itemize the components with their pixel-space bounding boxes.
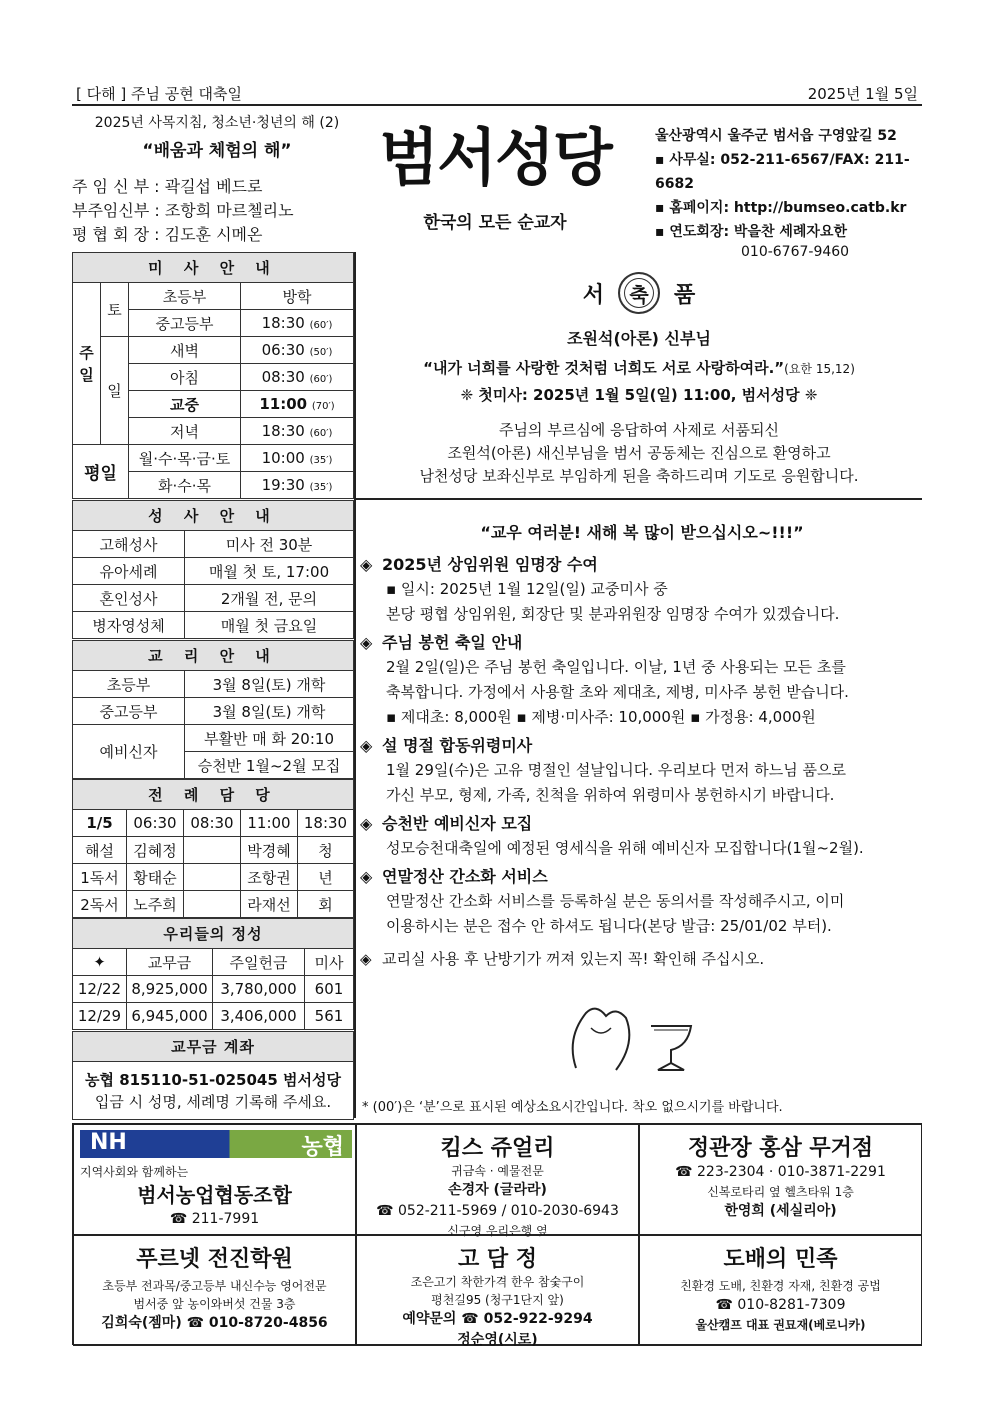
issue-date: 2025년 1월 5일 xyxy=(807,85,918,103)
mass-name: 화·수·목 xyxy=(129,472,241,499)
liturgy-role: 1독서 xyxy=(73,864,127,891)
mass-time: 18:30 (60′) xyxy=(241,418,354,445)
sparkle-icon: ✦ xyxy=(73,949,127,976)
liturgy-head: 06:30 xyxy=(127,810,184,837)
news-section xyxy=(360,508,924,971)
mass-name: 저녁 xyxy=(129,418,241,445)
liturgical-day: [ 다해 ] 주님 공현 대축일 xyxy=(76,85,242,103)
address: 울산광역시 울주군 범서읍 구영앞길 52 xyxy=(655,128,897,144)
liturgy-cell: 김혜정 xyxy=(127,837,184,864)
mass-time: 08:30 (60′) xyxy=(241,364,354,391)
news-item: ◈ 승천반 예비신자 모집 성모승천대축일에 예정된 영세식을 위해 예비신자 모집합니다(1월~2월). xyxy=(360,814,864,857)
liturgy-cell xyxy=(184,837,241,864)
scripture-quote: “내가 너희를 사랑한 것처럼 너희도 서로 사랑하여라.”(요한 15,12) xyxy=(423,359,855,377)
weekday-label: 평일 xyxy=(73,445,129,499)
offering-date: 12/22 xyxy=(73,976,127,1003)
ordination-body: 주님의 부르심에 응답하여 사제로 서품되신 조원석(아론) 새신부님을 범서 공동체는 진심으로 환영하고 남천성당 보좌신부로 부임하게 된을 축하드리며 기도로 응원합니다. xyxy=(419,421,859,485)
diamond-icon: ◈ xyxy=(360,950,372,968)
staff-list xyxy=(72,175,362,247)
ordination-section xyxy=(356,252,922,500)
chair-phone: 010-6767-9460 xyxy=(741,244,850,260)
news-item: ◈ 주님 봉헌 축일 안내 2월 2일(일)은 주님 봉헌 축일입니다. 이날, 1년 중 사용되는 모든 초를 축복합니다. 가정에서 사용할 초와 제대초, 제병, 미사주 봉헌 받습니다. ▪ 제대초: 8,000원 ▪ 제병·미사주: 10,000원 ▪ 가정용: 4,000원 xyxy=(360,633,849,726)
offering-head: 교무금 xyxy=(127,949,213,976)
mass-time: 06:30 (50′) xyxy=(241,337,354,364)
sacrament-info: 매월 첫 토, 17:00 xyxy=(185,558,354,585)
account-note: 입금 시 성명, 세례명 기록해 주세요. xyxy=(94,1092,332,1111)
patron: 한국의 모든 순교자 xyxy=(423,213,567,233)
diamond-icon: ◈ xyxy=(360,736,373,755)
catechism-info: 3월 8일(토) 개학 xyxy=(185,671,354,698)
ad-kims-jewelry: 킴스 쥬얼리 귀금속 · 예물전문 손경자 (글라라) ☎ 052-211-5969 / 010-2030-6943 신구영 우리은행 옆 xyxy=(356,1124,639,1235)
liturgy-role: 해설 xyxy=(73,837,127,864)
sacrament-name: 유아세례 xyxy=(73,558,185,585)
account-info xyxy=(73,1062,354,1120)
liturgy-cell: 라재선 xyxy=(241,891,298,918)
liturgy-head: 08:30 xyxy=(184,810,241,837)
news-item: ◈ 교리실 사용 후 난방기가 꺼져 있는지 꼭! 확인해 주십시오. xyxy=(360,947,924,971)
mass-name: 교중 xyxy=(129,391,241,418)
mass-name: 월·수·목·금·토 xyxy=(129,445,241,472)
sunday-label: 주 일 xyxy=(73,283,101,445)
first-mass: ❈ 첫미사: 2025년 1월 5일(일) 11:00, 범서성당 ❈ xyxy=(460,386,818,404)
diamond-icon: ◈ xyxy=(360,555,373,574)
liturgy-head: 11:00 xyxy=(241,810,298,837)
sat-label: 토 xyxy=(101,283,129,337)
liturgy-title: 전 례 담 당 xyxy=(73,780,354,810)
catechism-name: 예비신자 xyxy=(73,725,185,779)
mass-time: 10:00 (35′) xyxy=(241,445,354,472)
slogan: “배움과 체험의 해” xyxy=(142,141,292,161)
diamond-icon: ◈ xyxy=(360,867,373,886)
catechism-name: 초등부 xyxy=(73,671,185,698)
news-item: ◈ 설 명절 합동위령미사 1월 29일(수)은 고유 명절인 설날입니다. 우리보다 먼저 하느님 품으로 가신 부모, 형제, 가족, 친척을 위하여 위령미사 봉헌하시기 바랍니다. xyxy=(360,736,846,804)
sacrament-info: 2개월 전, 문의 xyxy=(185,585,354,612)
mass-name: 중고등부 xyxy=(129,310,241,337)
catechism-title: 교 리 안 내 xyxy=(73,641,354,671)
offering-cell: 561 xyxy=(305,1003,354,1030)
liturgy-cell xyxy=(184,864,241,891)
office-phone: ▪ 사무실: 052-211-6567/FAX: 211-6682 xyxy=(655,152,910,192)
mass-title: 미 사 안 내 xyxy=(73,253,354,283)
offering-cell: 8,925,000 xyxy=(127,976,213,1003)
ordination-title: 서 축 품 xyxy=(356,272,922,314)
news-item: ◈ 연말정산 간소화 서비스 연말정산 간소화 서비스를 등록하실 분은 동의서를 작성해주시고, 이미 이용하시는 분은 접수 안 하셔도 됩니다(본당 발급: 25/01/02 부터). xyxy=(360,867,845,935)
mass-time: 18:30 (60′) xyxy=(241,310,354,337)
church-name: 범서성당 xyxy=(379,121,611,194)
liturgy-cell: 청 xyxy=(298,837,354,864)
sacrament-name: 혼인성사 xyxy=(73,585,185,612)
offering-head: 주일헌금 xyxy=(213,949,305,976)
ad-purunet: 푸르넷 전진학원 초등부 전과목/중고등부 내신수능 영어전문 범서중 앞 농이와버섯 건물 3층 김희숙(젬마) ☎ 010-8720-4856 xyxy=(73,1235,356,1346)
offering-head: 미사 xyxy=(305,949,354,976)
liturgy-cell: 박경혜 xyxy=(241,837,298,864)
liturgy-role: 2독서 xyxy=(73,891,127,918)
catechism-info: 부활반 매 화 20:10 xyxy=(185,725,354,752)
ad-nonghyup: NH 농협 지역사회와 함께하는 범서농업협동조합 ☎ 211-7991 xyxy=(73,1124,356,1235)
catechism-table xyxy=(72,640,354,779)
staff-assistant: 부주임신부 : 조항희 마르첼리노 xyxy=(72,201,294,220)
ads-section xyxy=(72,1123,922,1348)
offering-cell: 6,945,000 xyxy=(127,1003,213,1030)
account-title: 교무금 계좌 xyxy=(73,1032,354,1062)
nh-logo: NH 농협 xyxy=(80,1130,352,1158)
offering-date: 12/29 xyxy=(73,1003,127,1030)
offering-table xyxy=(72,918,354,1030)
chair: ▪ 연도회장: 박을찬 세례자요한 xyxy=(655,224,847,240)
catechism-info: 3월 8일(토) 개학 xyxy=(185,698,354,725)
staff-council: 평 협 회 장 : 김도훈 시메온 xyxy=(72,225,263,244)
catechism-info: 승천반 1월~2월 모집 xyxy=(185,752,354,779)
liturgy-cell: 노주희 xyxy=(127,891,184,918)
liturgy-head: 1/5 xyxy=(73,810,127,837)
header-right xyxy=(655,124,925,260)
account-table xyxy=(72,1031,354,1120)
sacrament-name: 고해성사 xyxy=(73,531,185,558)
mass-time: 방학 xyxy=(241,283,354,310)
offering-cell: 3,780,000 xyxy=(213,976,305,1003)
liturgy-head: 18:30 xyxy=(298,810,354,837)
offering-title: 우리들의 정성 xyxy=(73,919,354,949)
staff-pastor: 주 임 신 부 : 곽길섭 베드로 xyxy=(72,177,263,196)
liturgy-cell: 조항권 xyxy=(241,864,298,891)
header-left xyxy=(72,112,362,247)
mass-name: 초등부 xyxy=(129,283,241,310)
mass-table xyxy=(72,252,354,499)
catechism-name: 중고등부 xyxy=(73,698,185,725)
offering-cell: 3,406,000 xyxy=(213,1003,305,1030)
liturgy-table xyxy=(72,779,354,918)
sacrament-table xyxy=(72,500,354,639)
mass-time: 19:30 (35′) xyxy=(241,472,354,499)
ad-jungkwanjang: 정관장 홍삼 무거점 ☎ 223-2304 · 010-3871-2291 신복로타리 옆 헬츠타워 1층 한영희 (세실리아) xyxy=(639,1124,922,1235)
top-bar xyxy=(72,80,922,106)
year-theme: 2025년 사목지침, 청소년·청년의 해 (2) xyxy=(94,115,340,131)
ad-godamjeong: 고 담 정 조은고기 착한가격 한우 참숯구이 평천길95 (청구1단지 앞) 예약문의 ☎ 052-922-9294 정순영(시로) xyxy=(356,1235,639,1346)
liturgy-cell: 년 xyxy=(298,864,354,891)
seal-icon: 축 xyxy=(618,272,660,314)
liturgy-cell: 황태순 xyxy=(127,864,184,891)
praying-hands-chalice-illustration xyxy=(556,998,706,1078)
offering-cell: 601 xyxy=(305,976,354,1003)
mass-time: 11:00 (70′) xyxy=(241,391,354,418)
diamond-icon: ◈ xyxy=(360,814,373,833)
account-number: 농협 815110-51-025045 범서성당 xyxy=(85,1070,341,1089)
sacrament-name: 병자영성체 xyxy=(73,612,185,639)
greeting: “교우 여러분! 새해 복 많이 받으십시오~!!!” xyxy=(480,523,804,542)
diamond-icon: ◈ xyxy=(360,633,373,652)
liturgy-cell: 회 xyxy=(298,891,354,918)
sacrament-info: 매월 첫 금요일 xyxy=(185,612,354,639)
news-item: ◈ 2025년 상임위원 임명장 수여 ▪ 일시: 2025년 1월 12일(일) 교중미사 중 본당 평협 상임위원, 회장단 및 분과위원장 임명장 수여가 있겠습니다. xyxy=(360,555,840,623)
footnote: * (00′)은 ‘분’으로 표시된 예상소요시간입니다. 착오 없으시기를 바랍니다. xyxy=(362,1100,783,1115)
sacrament-info: 미사 전 30분 xyxy=(185,531,354,558)
homepage[interactable]: ▪ 홈페이지: http://bumseo.catb.kr xyxy=(655,200,907,216)
header-center xyxy=(365,120,625,233)
priest-name: 조원석(아론) 신부님 xyxy=(567,329,711,348)
mass-name: 아침 xyxy=(129,364,241,391)
sun-label: 일 xyxy=(101,337,129,445)
liturgy-cell xyxy=(184,891,241,918)
mass-name: 새벽 xyxy=(129,337,241,364)
ad-dobae: 도배의 민족 친환경 도배, 친환경 자재, 친환경 공법 ☎ 010-8281-7309 울산캠프 대표 권묘재(베로니카) xyxy=(639,1235,922,1346)
sacrament-title: 성 사 안 내 xyxy=(73,501,354,531)
